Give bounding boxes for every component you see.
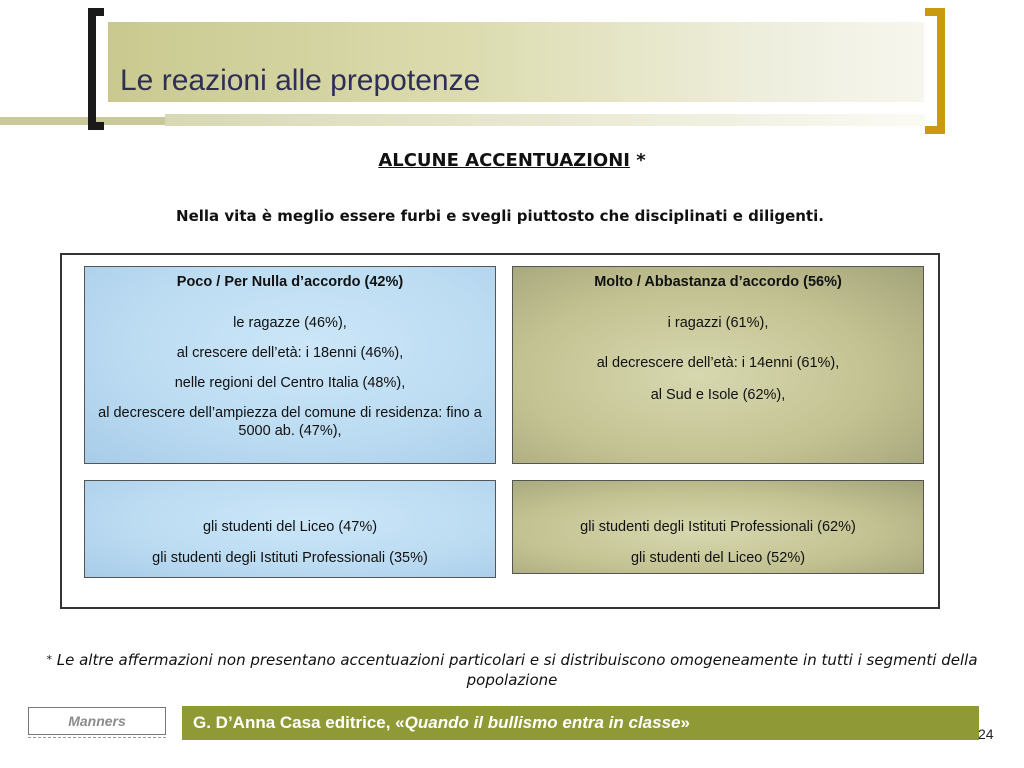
section-subtitle (0, 150, 1024, 171)
agree-line: al Sud e Isole (62%), (650, 387, 786, 403)
agree-school-line: gli studenti degli Istituti Professionali (62%) (580, 519, 856, 535)
manners-dotted-line (28, 737, 166, 738)
footnote (40, 650, 984, 690)
disagree-box (84, 266, 496, 464)
disagree-line: le ragazze (46%), (233, 315, 347, 331)
agree-line: i ragazzi (61%), (667, 315, 769, 331)
subtitle-text: ALCUNE ACCENTUAZIONI (378, 150, 630, 171)
disagree-school-box (84, 480, 496, 578)
credit-book-title: Quando il bullismo entra in classe (404, 713, 681, 732)
subtitle-asterisk: * (636, 150, 646, 171)
credit-prefix: G. D’Anna Casa editrice, « (193, 713, 405, 732)
slide-title: Le reazioni alle prepotenze (120, 64, 481, 97)
agree-school-line: gli studenti del Liceo (52%) (630, 550, 806, 566)
disagree-heading: Poco / Per Nulla d’accordo (42%) (176, 274, 404, 290)
disagree-line: nelle regioni del Centro Italia (48%), (174, 375, 406, 391)
title-underline-left (0, 117, 165, 125)
agree-line: al decrescere dell’età: i 14enni (61%), (596, 355, 840, 371)
right-bracket-decoration (925, 8, 945, 134)
agree-box (512, 266, 924, 464)
agree-school-box (512, 480, 924, 574)
page-number: 24 (978, 726, 994, 742)
title-underline-right (165, 114, 925, 126)
footnote-asterisk: * (46, 653, 52, 666)
disagree-school-line: gli studenti degli Istituti Professionali (35%) (152, 550, 428, 566)
disagree-line: al crescere dell’età: i 18enni (46%), (176, 345, 404, 361)
footnote-text: Le altre affermazioni non presentano accentuazioni particolari e si distribuiscono omogeneamente in tutti i segmenti della popolazione (56, 651, 978, 689)
disagree-line: al decrescere dell’ampiezza del comune di residenza: fino a 5000 ab. (47%), (98, 405, 482, 439)
credit-suffix: » (680, 713, 690, 732)
left-bracket-decoration (88, 8, 104, 130)
manners-label: Manners (28, 707, 166, 735)
agree-heading: Molto / Abbastanza d’accordo (56%) (594, 274, 842, 290)
disagree-school-line: gli studenti del Liceo (47%) (202, 519, 378, 535)
publisher-credit-bar (182, 706, 979, 740)
survey-statement: Nella vita è meglio essere furbi e svegli piuttosto che disciplinati e diligenti. (176, 207, 824, 225)
